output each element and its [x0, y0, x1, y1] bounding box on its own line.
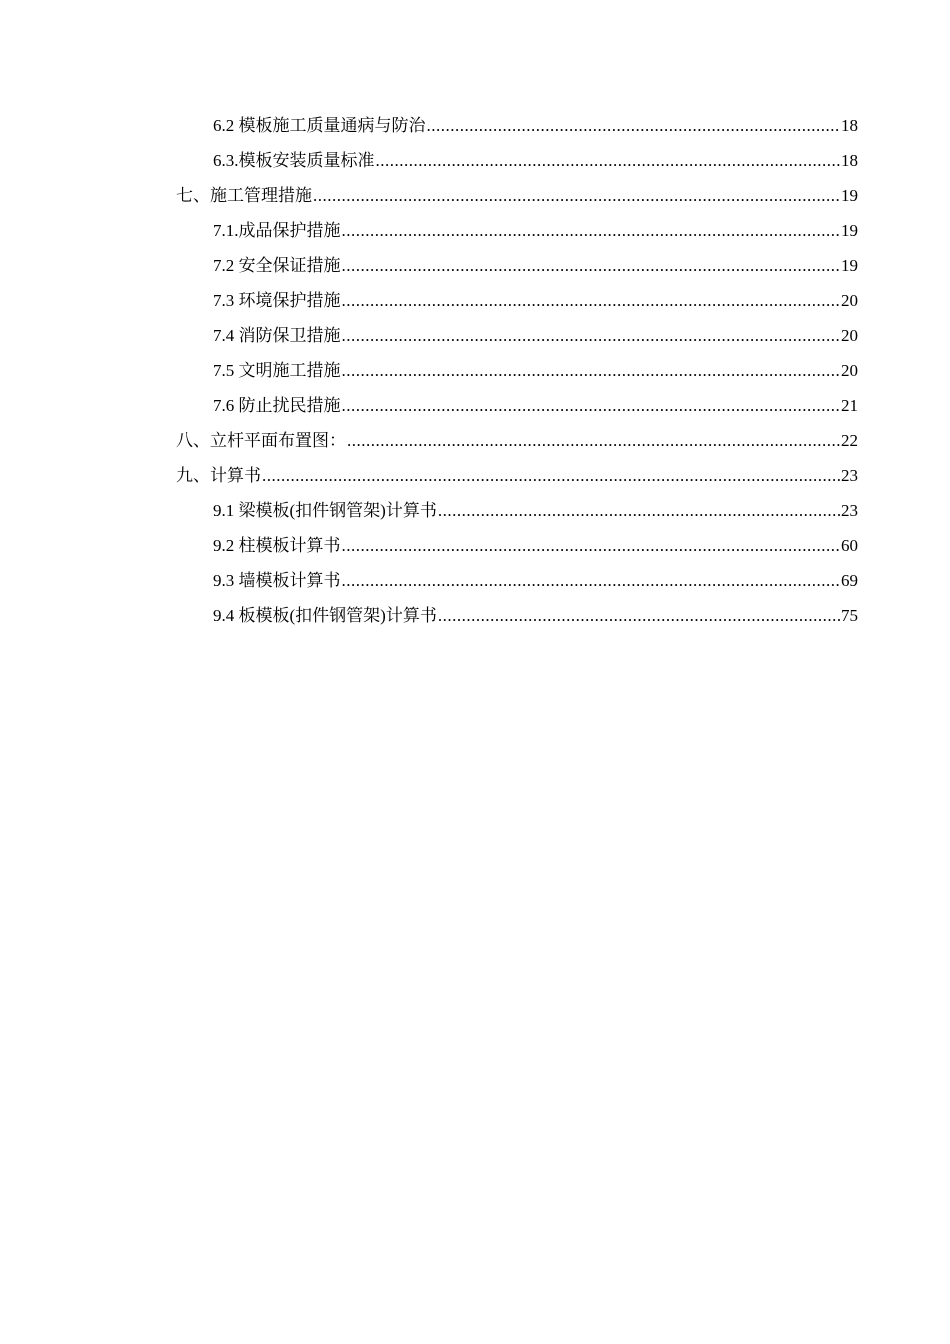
- toc-page-number: 19: [841, 256, 858, 275]
- toc-dot-leader: [342, 213, 841, 248]
- toc-dot-leader: [342, 528, 841, 563]
- toc-dot-leader: [342, 283, 841, 318]
- toc-page-number: 21: [841, 396, 858, 415]
- toc-entry[interactable]: [0, 528, 950, 563]
- toc-dot-leader: [342, 353, 841, 388]
- toc-page-number: 75: [841, 606, 858, 625]
- toc-page-number: 19: [841, 221, 858, 240]
- toc-entry-label: 7.1.成品保护措施: [213, 221, 341, 240]
- toc-page-number: 20: [841, 291, 858, 310]
- toc-entry-label: 9.1 梁模板(扣件钢管架)计算书: [213, 501, 437, 520]
- toc-dot-leader: [438, 493, 840, 528]
- toc-dot-leader: [342, 318, 841, 353]
- toc-page-number: 18: [841, 151, 858, 170]
- toc-page-number: 60: [841, 536, 858, 555]
- toc-entry[interactable]: [0, 353, 950, 388]
- toc-entry-label: 6.2 模板施工质量通病与防治: [213, 116, 426, 135]
- toc-entry-label: 八、立杆平面布置图：: [176, 431, 346, 450]
- toc-entry[interactable]: [0, 563, 950, 598]
- toc-page-number: 19: [841, 186, 858, 205]
- toc-page-number: 20: [841, 326, 858, 345]
- toc-entry[interactable]: [0, 213, 950, 248]
- toc-entry-label: 7.5 文明施工措施: [213, 361, 341, 380]
- toc-entry[interactable]: [0, 108, 950, 143]
- toc-dot-leader: [347, 423, 840, 458]
- toc-entry[interactable]: [0, 318, 950, 353]
- toc-page-number: 18: [841, 116, 858, 135]
- toc-entry[interactable]: [0, 493, 950, 528]
- toc-entry-label: 七、施工管理措施: [176, 186, 312, 205]
- toc-entry[interactable]: [0, 598, 950, 633]
- toc-entry[interactable]: [0, 423, 950, 458]
- toc-entry-label: 9.3 墙模板计算书: [213, 571, 341, 590]
- toc-dot-leader: [376, 143, 841, 178]
- toc-entry[interactable]: [0, 248, 950, 283]
- toc-page-number: 22: [841, 431, 858, 450]
- toc-dot-leader: [427, 108, 841, 143]
- toc-entry[interactable]: [0, 143, 950, 178]
- toc-page-number: 69: [841, 571, 858, 590]
- toc-dot-leader: [342, 563, 841, 598]
- toc-dot-leader: [342, 388, 841, 423]
- toc-page-number: 23: [841, 466, 858, 485]
- toc-entry[interactable]: [0, 458, 950, 493]
- toc-entry-label: 九、计算书: [176, 466, 261, 485]
- toc-page-number: 23: [841, 501, 858, 520]
- toc-entry[interactable]: [0, 388, 950, 423]
- toc-dot-leader: [342, 248, 841, 283]
- toc-entry-label: 7.3 环境保护措施: [213, 291, 341, 310]
- toc-entry-label: 7.6 防止扰民措施: [213, 396, 341, 415]
- toc-entry[interactable]: [0, 178, 950, 213]
- toc-entry-label: 6.3.模板安装质量标准: [213, 151, 375, 170]
- toc-entry-label: 7.4 消防保卫措施: [213, 326, 341, 345]
- toc-entry-label: 9.4 板模板(扣件钢管架)计算书: [213, 606, 437, 625]
- toc-entry-label: 9.2 柱模板计算书: [213, 536, 341, 555]
- toc-dot-leader: [438, 598, 840, 633]
- toc-entry[interactable]: [0, 283, 950, 318]
- toc-dot-leader: [262, 458, 840, 493]
- toc-entry-label: 7.2 安全保证措施: [213, 256, 341, 275]
- toc-dot-leader: [313, 178, 840, 213]
- table-of-contents: [0, 108, 950, 633]
- toc-page-number: 20: [841, 361, 858, 380]
